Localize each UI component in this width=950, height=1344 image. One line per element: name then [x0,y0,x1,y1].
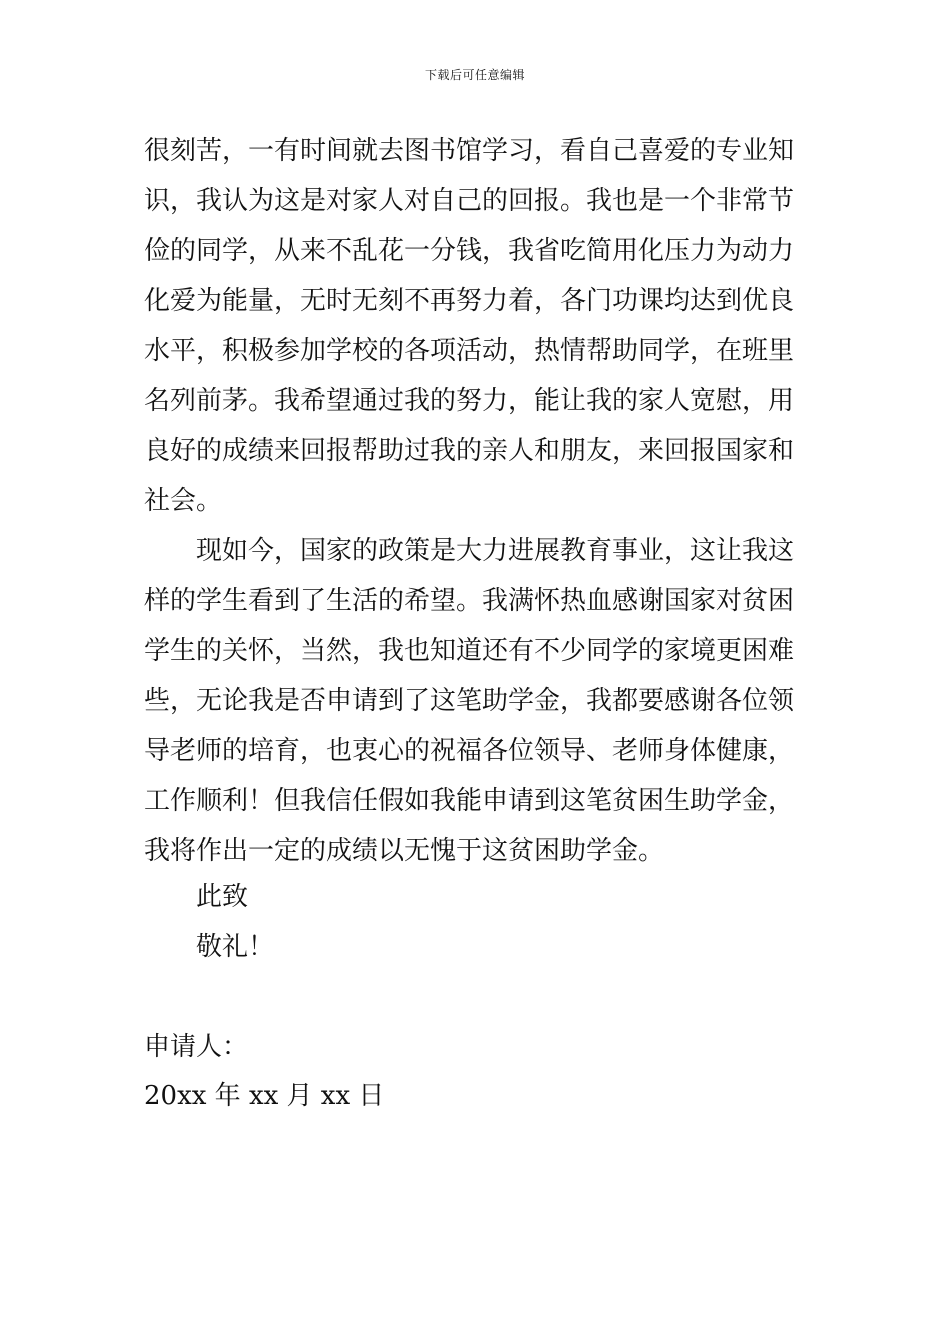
body-line: 识，我认为这是对家人对自己的回报。我也是一个非常节 [144,186,795,216]
body-line: 导老师的培育，也衷心的祝福各位领导、老师身体健康， [144,736,795,766]
body-line: 良好的成绩来回报帮助过我的亲人和朋友，来回报国家和 [144,436,795,466]
page-header-note: 下载后可任意编辑 [424,68,525,82]
body-line: 工作顺利！但我信任假如我能申请到这笔贫困生助学金， [144,786,795,816]
body-line: 我将作出一定的成绩以无愧于这贫困助学金。 [144,836,665,866]
paragraph-first-line: 现如今，国家的政策是大力进展教育事业，这让我这 [196,536,795,566]
body-line: 学生的关怀，当然，我也知道还有不少同学的家境更困难 [144,636,795,666]
body-line: 俭的同学，从来不乱花一分钱，我省吃简用化压力为动力 [144,236,795,266]
signature-date: 20xx 年 xx 月 xx 日 [144,1081,385,1111]
applicant-label: 申请人： [144,1032,249,1062]
body-line: 很刻苦，一有时间就去图书馆学习，看自己喜爱的专业知 [144,136,795,166]
body-line: 社会。 [144,486,223,516]
closing-regards: 敬礼！ [196,932,275,962]
body-line: 水平，积极参加学校的各项活动，热情帮助同学，在班里 [144,336,795,366]
body-line: 化爱为能量，无时无刻不再努力着，各门功课均达到优良 [144,286,795,316]
closing-salutation: 此致 [196,882,249,912]
body-line: 名列前茅。我希望通过我的努力，能让我的家人宽慰，用 [144,386,795,416]
body-line: 些，无论我是否申请到了这笔助学金，我都要感谢各位领 [144,686,795,716]
body-line: 样的学生看到了生活的希望。我满怀热血感谢国家对贫困 [144,586,795,616]
